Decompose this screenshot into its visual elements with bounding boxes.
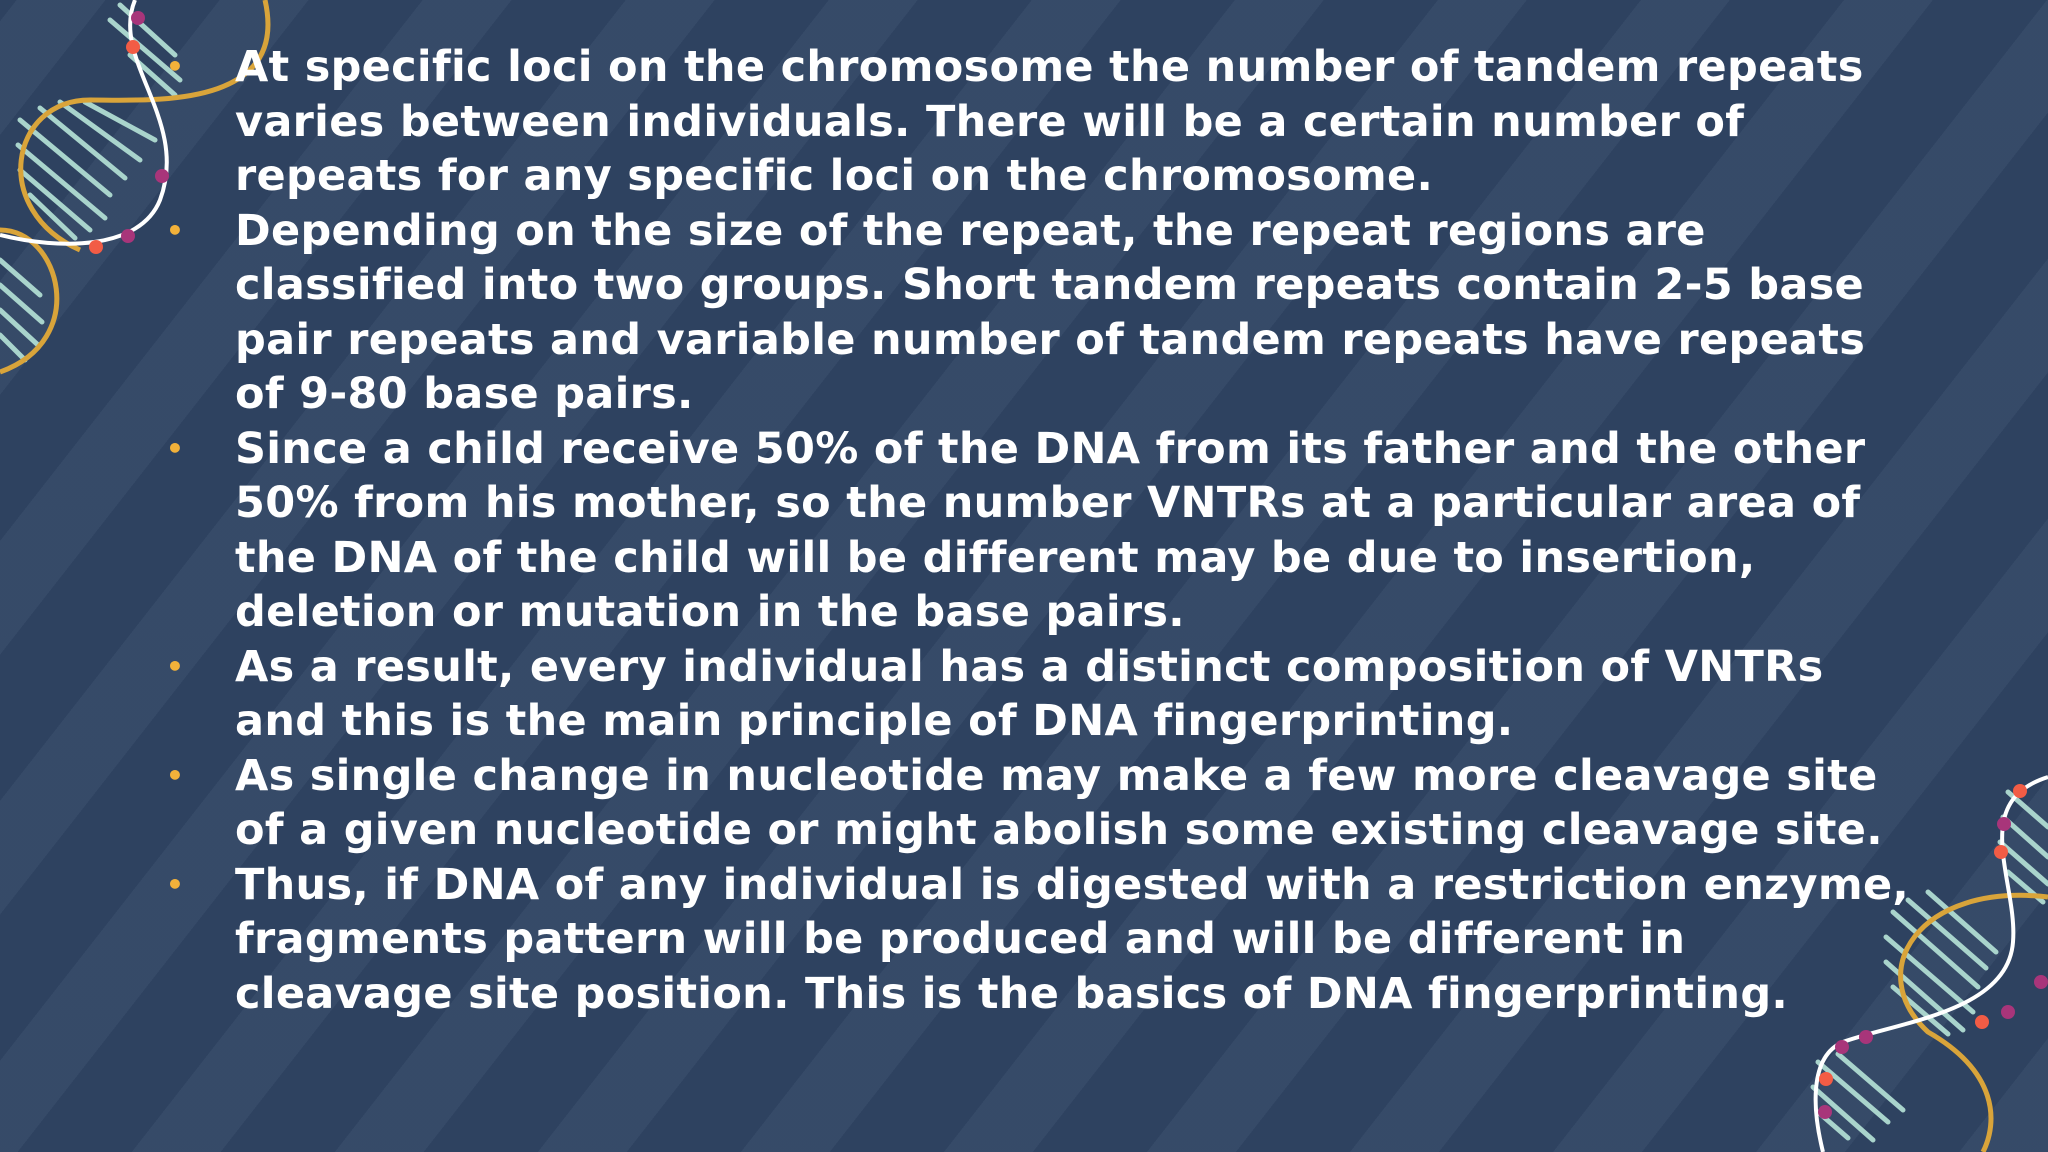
- bullet-list: [160, 40, 1910, 1021]
- bullet-item: [160, 858, 1910, 1022]
- bullet-item: [160, 40, 1910, 204]
- bullet-item: [160, 422, 1910, 640]
- bullet-item: [160, 204, 1910, 422]
- bullet-text: As a result, every individual has a distinct composition of VNTRs and this is the main principle of DNA fingerprinting.: [235, 641, 1824, 746]
- bullet-icon: •: [166, 50, 185, 83]
- bullet-item: [160, 640, 1910, 749]
- bullet-icon: •: [166, 213, 185, 247]
- bullet-text: Since a child receive 50% of the DNA from its father and the other 50% from his mother, so the number VNTRs at a particular area of the DNA of the child will be different may be due to insertion, deletion or mutation in the base pairs.: [235, 423, 1866, 637]
- bullet-text: Thus, if DNA of any individual is digested with a restriction enzyme, fragments pattern will be produced and will be different in cleavage site position. This is the basics of DNA fingerprinting.: [235, 859, 1910, 1019]
- bullet-icon: •: [166, 649, 185, 683]
- bullet-icon: •: [166, 431, 185, 465]
- bullet-text: As single change in nucleotide may make a few more cleavage site of a given nucleotide or might abolish some existing cleavage site.: [235, 750, 1883, 855]
- bullet-text: At specific loci on the chromosome the number of tandem repeats varies between individuals. There will be a certain number of repeats for any specific loci on the chromosome.: [235, 42, 1864, 201]
- bullet-text: Depending on the size of the repeat, the repeat regions are classified into two groups. Short tandem repeats contain 2-5 base pair repeats and variable number of tandem repeats have repeats of 9-80 base pairs.: [235, 205, 1866, 419]
- bullet-icon: •: [166, 758, 185, 792]
- bullet-icon: •: [166, 867, 185, 901]
- bullet-item: [160, 749, 1910, 858]
